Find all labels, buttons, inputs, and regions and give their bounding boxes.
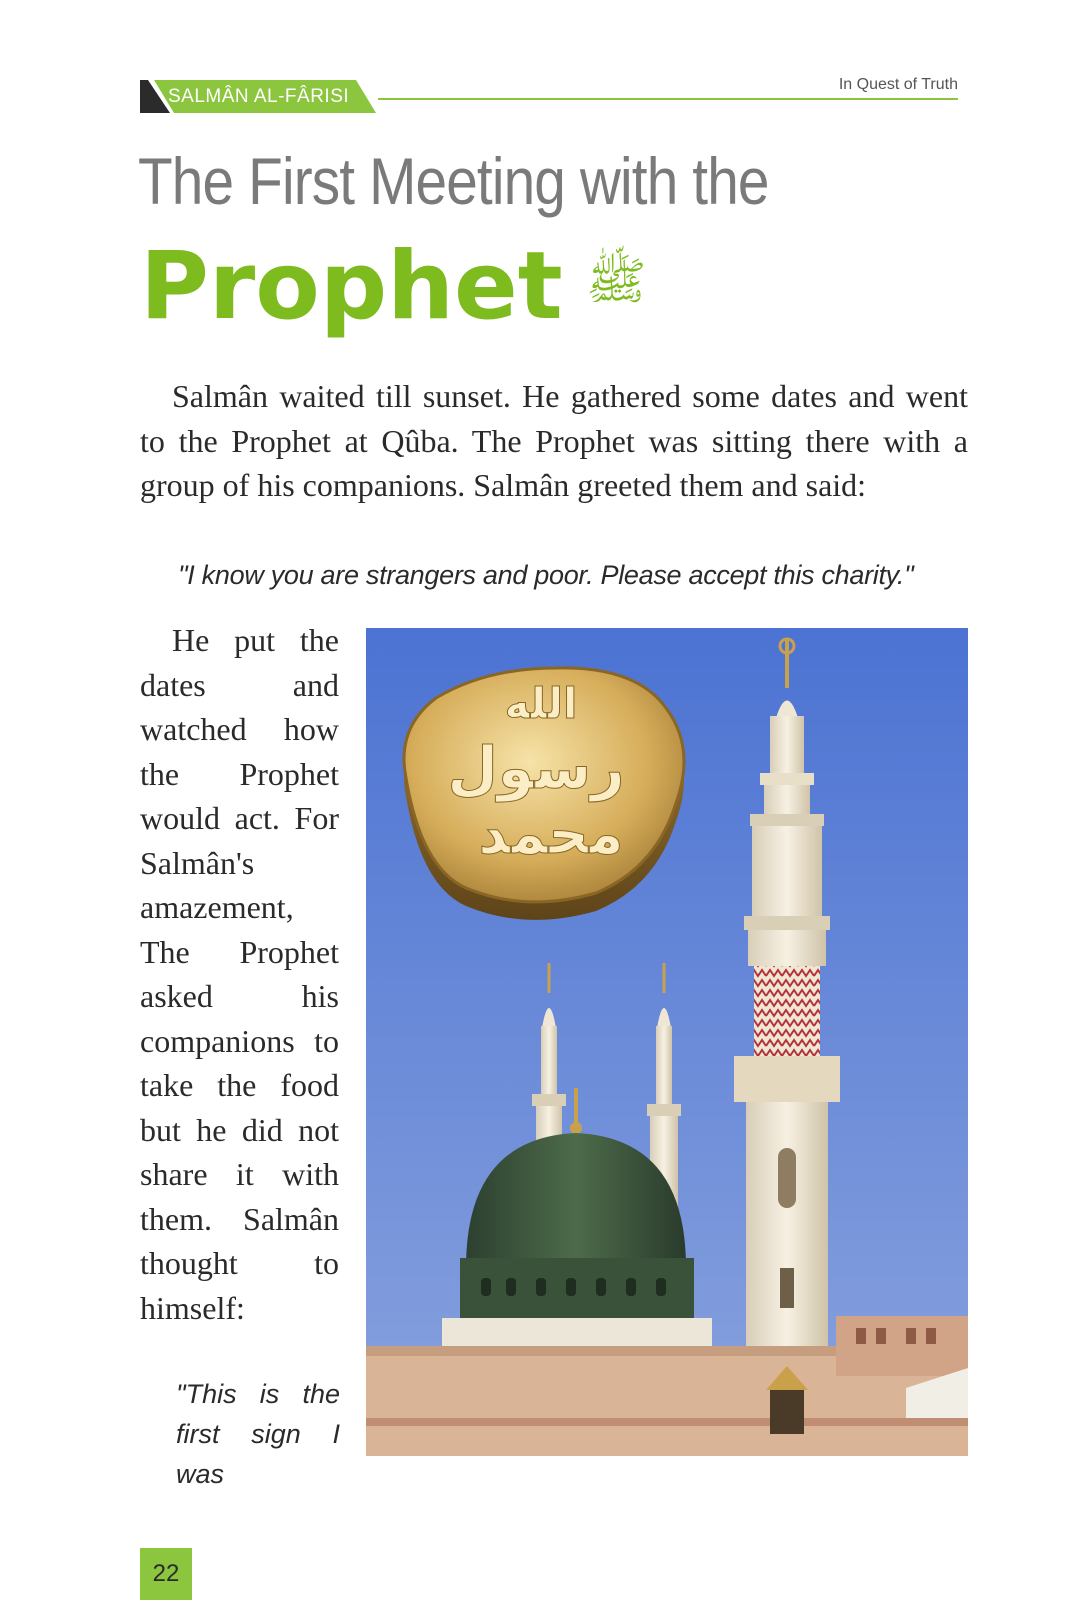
seal-text-top: الله	[504, 679, 578, 728]
section-header-tab	[140, 80, 384, 113]
chapter-title-line1: The First Meeting with the	[138, 144, 769, 218]
intro-paragraph	[140, 374, 968, 508]
charity-quote: "I know you are strangers and poor. Please accept this charity."	[178, 560, 914, 590]
column-paragraph	[140, 618, 339, 1330]
intro-text: Salmân waited till sunset. He gathered some dates and went to the Prophet at Qûba. The Prophet was sitting there with a group of his companions. Salmân greeted them and said:	[140, 378, 968, 503]
page-number: 22	[152, 1560, 180, 1587]
seal-text-mid: رسول	[447, 734, 625, 802]
header-divider	[378, 98, 958, 100]
mosque-illustration	[366, 628, 968, 1456]
seal-text-bottom: محمد	[478, 802, 624, 867]
mosque-scene	[366, 628, 968, 1456]
column-text: He put the dates and watched how the Prophet would act. For Salmân's amazement, The Prophet asked his companions to take the food but he did not share it with them. Salmân thought to himself:	[140, 622, 339, 1326]
chapter-title-line2: Prophet	[140, 232, 563, 341]
page-number-badge	[140, 1548, 192, 1600]
section-label: SALMÂN AL-FÂRISI	[168, 86, 350, 107]
book-title: In Quest of Truth	[838, 76, 958, 93]
honorific-calligraphy: ﷺ	[586, 252, 647, 310]
column-quote: "This is the first sign I was	[176, 1379, 340, 1489]
